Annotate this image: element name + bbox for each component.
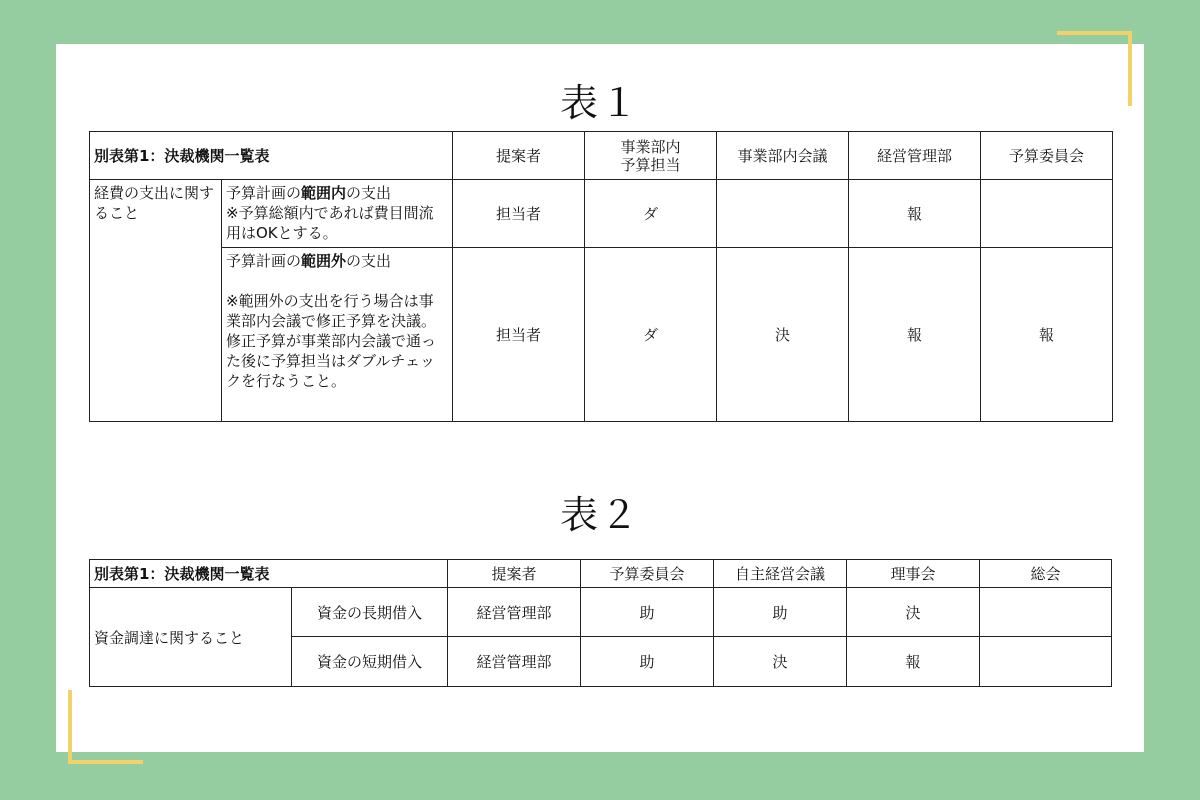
desc-prefix: 予算計画の (226, 252, 302, 270)
table1-header-dept-meeting: 事業部内会議 (717, 132, 849, 180)
table1-row1-budget-staff: ダ (585, 180, 717, 248)
table2-header-row (90, 560, 1112, 588)
table1-row2-description (222, 248, 453, 422)
desc-suffix: の支出 (346, 252, 392, 270)
table2-header-budget-committee: 予算委員会 (581, 560, 714, 588)
table2-row2-general (980, 637, 1112, 687)
table2-row2-self-management: 決 (714, 637, 847, 687)
table1-title: 表１ (559, 81, 640, 125)
desc-note: ※範囲外の支出を行う場合は事業部内会議で修正予算を決議。修正予算が事業部内会議で通った後に予算担当はダブルチェックを行なうこと。 (226, 292, 437, 390)
desc-emphasis: 範囲外 (301, 252, 347, 270)
table1-row2-budget-staff: ダ (585, 248, 717, 422)
table1-row1-dept-meeting (717, 180, 849, 248)
table1-row1-proposer: 担当者 (453, 180, 585, 248)
table1-category: 経費の支出に関すること (90, 180, 222, 422)
table2-header-general: 総会 (980, 560, 1112, 588)
desc-note: ※予算総額内であれば費目間流用はOKとする。 (226, 204, 434, 242)
table2-header-self-management: 自主経営会議 (714, 560, 847, 588)
desc-prefix: 予算計画の (226, 184, 302, 202)
table2-header-title: 別表第1：決裁機関一覧表 (90, 560, 448, 588)
table2-row1-self-management: 助 (714, 588, 847, 637)
table1-header-title: 別表第1：決裁機関一覧表 (90, 132, 453, 180)
table2-row1-description: 資金の長期借入 (292, 588, 448, 637)
table2-category: 資金調達に関すること (90, 588, 292, 687)
table2-row1-general (980, 588, 1112, 637)
table1-header-management: 経営管理部 (849, 132, 981, 180)
approval-table-1 (89, 131, 1113, 422)
table2-row1-board: 決 (847, 588, 980, 637)
table-row (90, 248, 1113, 422)
table1-header-proposer: 提案者 (453, 132, 585, 180)
table1-row1-budget-committee (981, 180, 1113, 248)
table2-row2-proposer: 経営管理部 (448, 637, 581, 687)
corner-accent-top-right (1057, 31, 1132, 35)
approval-table-2 (89, 559, 1112, 687)
table2-title: 表２ (559, 493, 640, 537)
table1-row2-proposer: 担当者 (453, 248, 585, 422)
table2-row1-budget-committee: 助 (581, 588, 714, 637)
table-row (90, 180, 1113, 248)
corner-accent-bottom-left-vertical (68, 690, 72, 764)
desc-emphasis: 範囲内 (301, 184, 347, 202)
table1-row1-description (222, 180, 453, 248)
table1-row2-dept-meeting: 決 (717, 248, 849, 422)
table1-row2-budget-committee: 報 (981, 248, 1113, 422)
table1-header-row (90, 132, 1113, 180)
table2-row2-description: 資金の短期借入 (292, 637, 448, 687)
corner-accent-bottom-left (68, 760, 143, 764)
table1-row1-management: 報 (849, 180, 981, 248)
table2-row1-proposer: 経営管理部 (448, 588, 581, 637)
table1-row2-management: 報 (849, 248, 981, 422)
table2-header-board: 理事会 (847, 560, 980, 588)
table1-header-budget-staff: 事業部内 予算担当 (585, 132, 717, 180)
table2-header-proposer: 提案者 (448, 560, 581, 588)
table-row (90, 588, 1112, 637)
table2-row2-budget-committee: 助 (581, 637, 714, 687)
table1-header-budget-committee: 予算委員会 (981, 132, 1113, 180)
desc-suffix: の支出 (346, 184, 392, 202)
table2-row2-board: 報 (847, 637, 980, 687)
